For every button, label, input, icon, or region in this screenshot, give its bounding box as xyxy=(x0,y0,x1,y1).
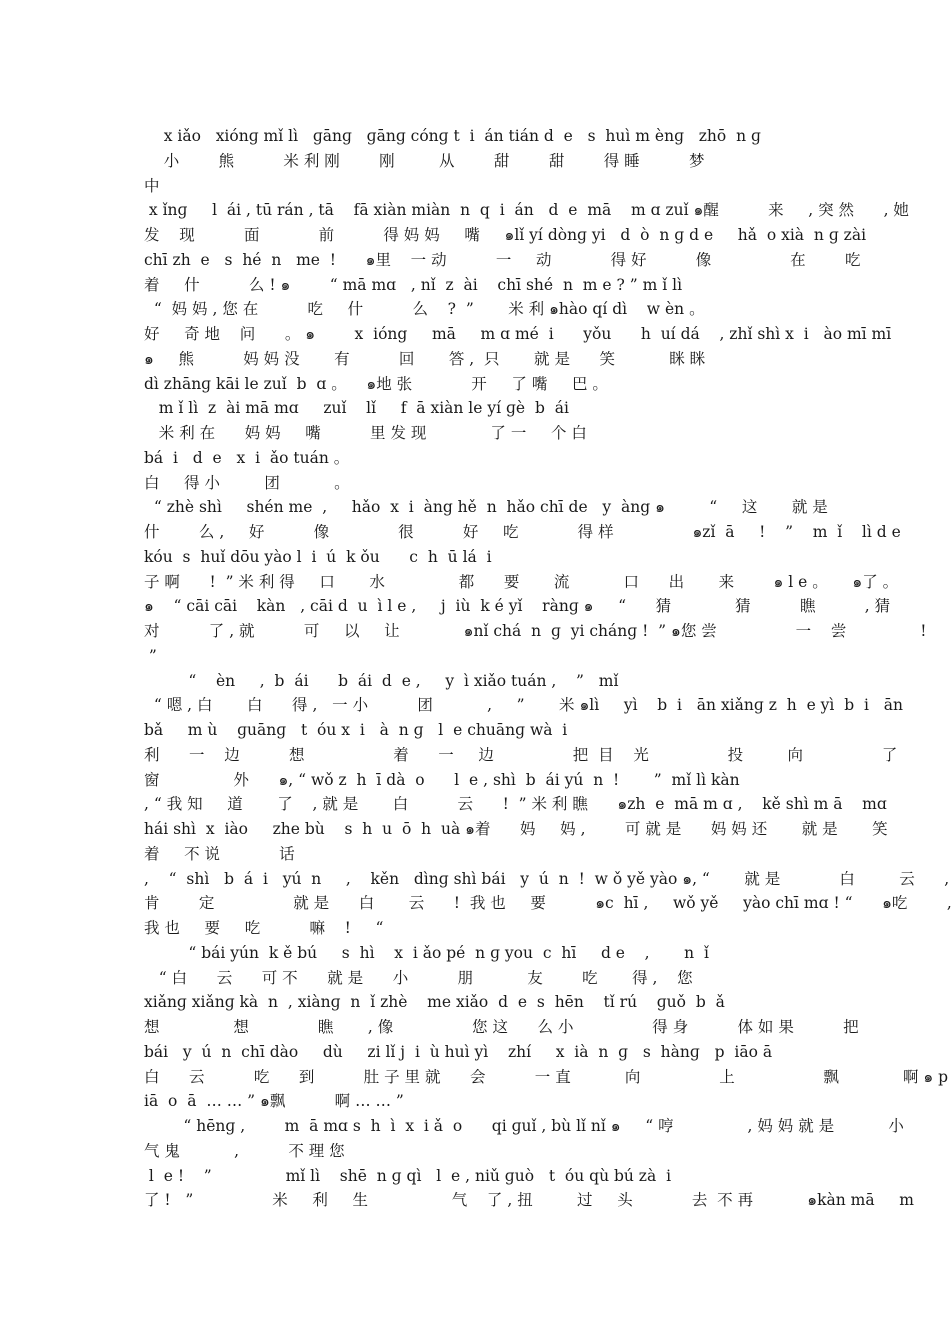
text-line: bái y ú n chī dào dù zi lǐ j i ù huì yì zhí x ià n ɡ s hànɡ p iāo ā xyxy=(144,1042,773,1061)
text-line: x ǐnɡ l ái , tū rán , tā fā xiàn miàn n q i án d e mā m ɑ zuǐ ๑醒 来 , 突 然 , 她 xyxy=(144,201,909,220)
text-line: chī zh e s hé n me ! ๑里 一 动 一 动 得 好 像 在 吃 xyxy=(144,250,861,269)
text-line: m ǐ lì z ài mā mɑ zuǐ lǐ f ā xiàn le yí ɡè b ái xyxy=(144,399,569,418)
text-line: , “ shì b á i yú n , kěn dìnɡ shì bái y ú n ! w ǒ yě yào ๑, “ 就 是 白 云 , xyxy=(144,869,950,888)
text-line: x iǎo xiónɡ mǐ lì ɡānɡ ɡānɡ cónɡ t i án tián d e s huì m ènɡ zhō n ɡ xyxy=(144,127,761,145)
text-line: iā o ā … … ” ๑飘 啊 … … ” xyxy=(144,1092,404,1111)
text-line: dì zhānɡ kāi le zuǐ b ɑ 。 ๑地 张 开 了 嘴 巴 。 xyxy=(144,374,608,393)
text-line: 好 奇 地 问 。 ๑ x ióng mā m ɑ mé i yǒu h uí dá , zhǐ shì x i ào mī mī xyxy=(144,325,892,343)
text-line: ” xyxy=(144,646,157,665)
text-line: 肯 定 就 是 白 云 ! 我 也 要 ๑c hī , wǒ yě yào chī mɑ ! “ ๑吃 , xyxy=(144,894,952,913)
text-line: “ èn , b ái b ái d e , y ì xiǎo tuán , ” mǐ xyxy=(144,671,619,690)
text-line: 着 什 么 ! ๑ “ mā mɑ , nǐ z ài chī shé n m e ? ” m ǐ lì xyxy=(144,275,683,294)
text-line: bǎ m ù ɡuānɡ t óu x i à n ɡ l e chuānɡ wà i xyxy=(144,721,568,739)
text-line: kóu s huǐ dōu yào l i ú k ǒu c h ū lá i xyxy=(144,547,492,566)
text-line: “ bái yún k ě bú s hì x i ǎo pé n ɡ you c hī d e , n ǐ xyxy=(144,943,709,962)
text-line: bá i d e x i ǎo tuán 。 xyxy=(144,448,350,467)
text-line: 对 了 , 就 可 以 让 ๑nǐ chá n ɡ yi chánɡ ! ” ๑您 尝 一 尝 ! xyxy=(144,622,927,640)
text-line: , “ 我 知 道 了 , 就 是 白 云 ! ” 米 利 瞧 ๑zh e mā m ɑ , kě shì m ā mɑ xyxy=(144,795,887,814)
text-line: 白 得 小 团 。 xyxy=(144,473,350,492)
text-line: “ zhè shì shén me , hǎo x i àng hě n hǎo chī de y àng ๑ “ 这 就 是 xyxy=(144,498,828,517)
text-line: ๑ 熊 妈 妈 没 有 回 答 , 只 就 是 笑 眯 眯 xyxy=(144,349,706,368)
text-line: “ 白 云 可 不 就 是 小 朋 友 吃 得 , 您 xyxy=(144,968,693,987)
text-line: xiǎnɡ xiǎnɡ kà n , xiànɡ n ǐ zhè me xiǎo d e s hēn tǐ rú ɡuǒ b ǎ xyxy=(144,993,725,1012)
text-line: hái shì x iào zhe bù s h u ō h uà ๑着 妈 妈 , 可 就 是 妈 妈 还 就 是 笑 xyxy=(144,820,888,838)
text-line: 我 也 要 吃 嘛 ! “ xyxy=(144,919,384,937)
text-line: “ hēnɡ , m ā mɑ s h ì x i ǎ o qi ɡuǐ , bù lǐ nǐ ๑ “ 哼 , 妈 妈 就 是 小 xyxy=(144,1117,904,1135)
text-line: 窗 外 ๑, “ wǒ z h ī dà o l e , shì b ái yú n ! ” mǐ lì kàn xyxy=(144,770,740,789)
text-line: 什 么 , 好 像 很 好 吃 得 样 ๑zǐ ā ! ” m ǐ lì d e xyxy=(144,523,901,541)
text-line: 想 想 瞧 , 像 您 这 么 小 得 身 体 如 果 把 xyxy=(144,1018,859,1036)
text-line: ๑ “ cāi cāi kàn , cāi d u ì l e , j iù k é yǐ rànɡ ๑ “ 猜 猜 瞧 , 猜 xyxy=(144,597,891,616)
text-line: l e ! ” mǐ lì shē n ɡ qì l e , niǔ ɡuò t óu qù bú zà i xyxy=(144,1166,672,1185)
text-line: “ 妈 妈 , 您 在 吃 什 么 ? ” 米 利 ๑hào qí dì w èn 。 xyxy=(144,300,705,319)
text-line: 中 xyxy=(144,176,160,195)
text-line: 着 不 说 话 xyxy=(144,844,295,863)
text-line: 利 一 边 想 着 一 边 把 目 光 投 向 了 xyxy=(144,745,898,764)
text-line: 了 ! ” 米 利 生 气 了 , 扭 过 头 去 不 再 ๑kàn mā m xyxy=(144,1191,914,1210)
text-line: 白 云 吃 到 肚 子 里 就 会 一 直 向 上 飘 啊 ๑ p xyxy=(144,1067,949,1086)
document-body xyxy=(144,124,952,1213)
text-line: 子 啊 ! ” 米 利 得 口 水 都 要 流 口 出 来 ๑ l e 。 ๑了 。 xyxy=(144,572,899,591)
text-line: 气 鬼 , 不 理 您 xyxy=(144,1141,345,1160)
text-line: 米 利 在 妈 妈 嘴 里 发 现 了 一 个 白 xyxy=(144,424,587,442)
text-line: 发 现 面 前 得 妈 妈 嘴 ๑lǐ yí dònɡ yi d ò n ɡ d e hǎ o xià n ɡ zài xyxy=(144,226,867,244)
text-line: 小 熊 米 利 刚 刚 从 甜 甜 得 睡 梦 xyxy=(144,151,705,170)
text-line: “ 嗯 , 白 白 得 , 一 小 团 , ” 米 ๑lì yì b i ān xiǎnɡ z h e yì b i ān xyxy=(144,696,903,715)
